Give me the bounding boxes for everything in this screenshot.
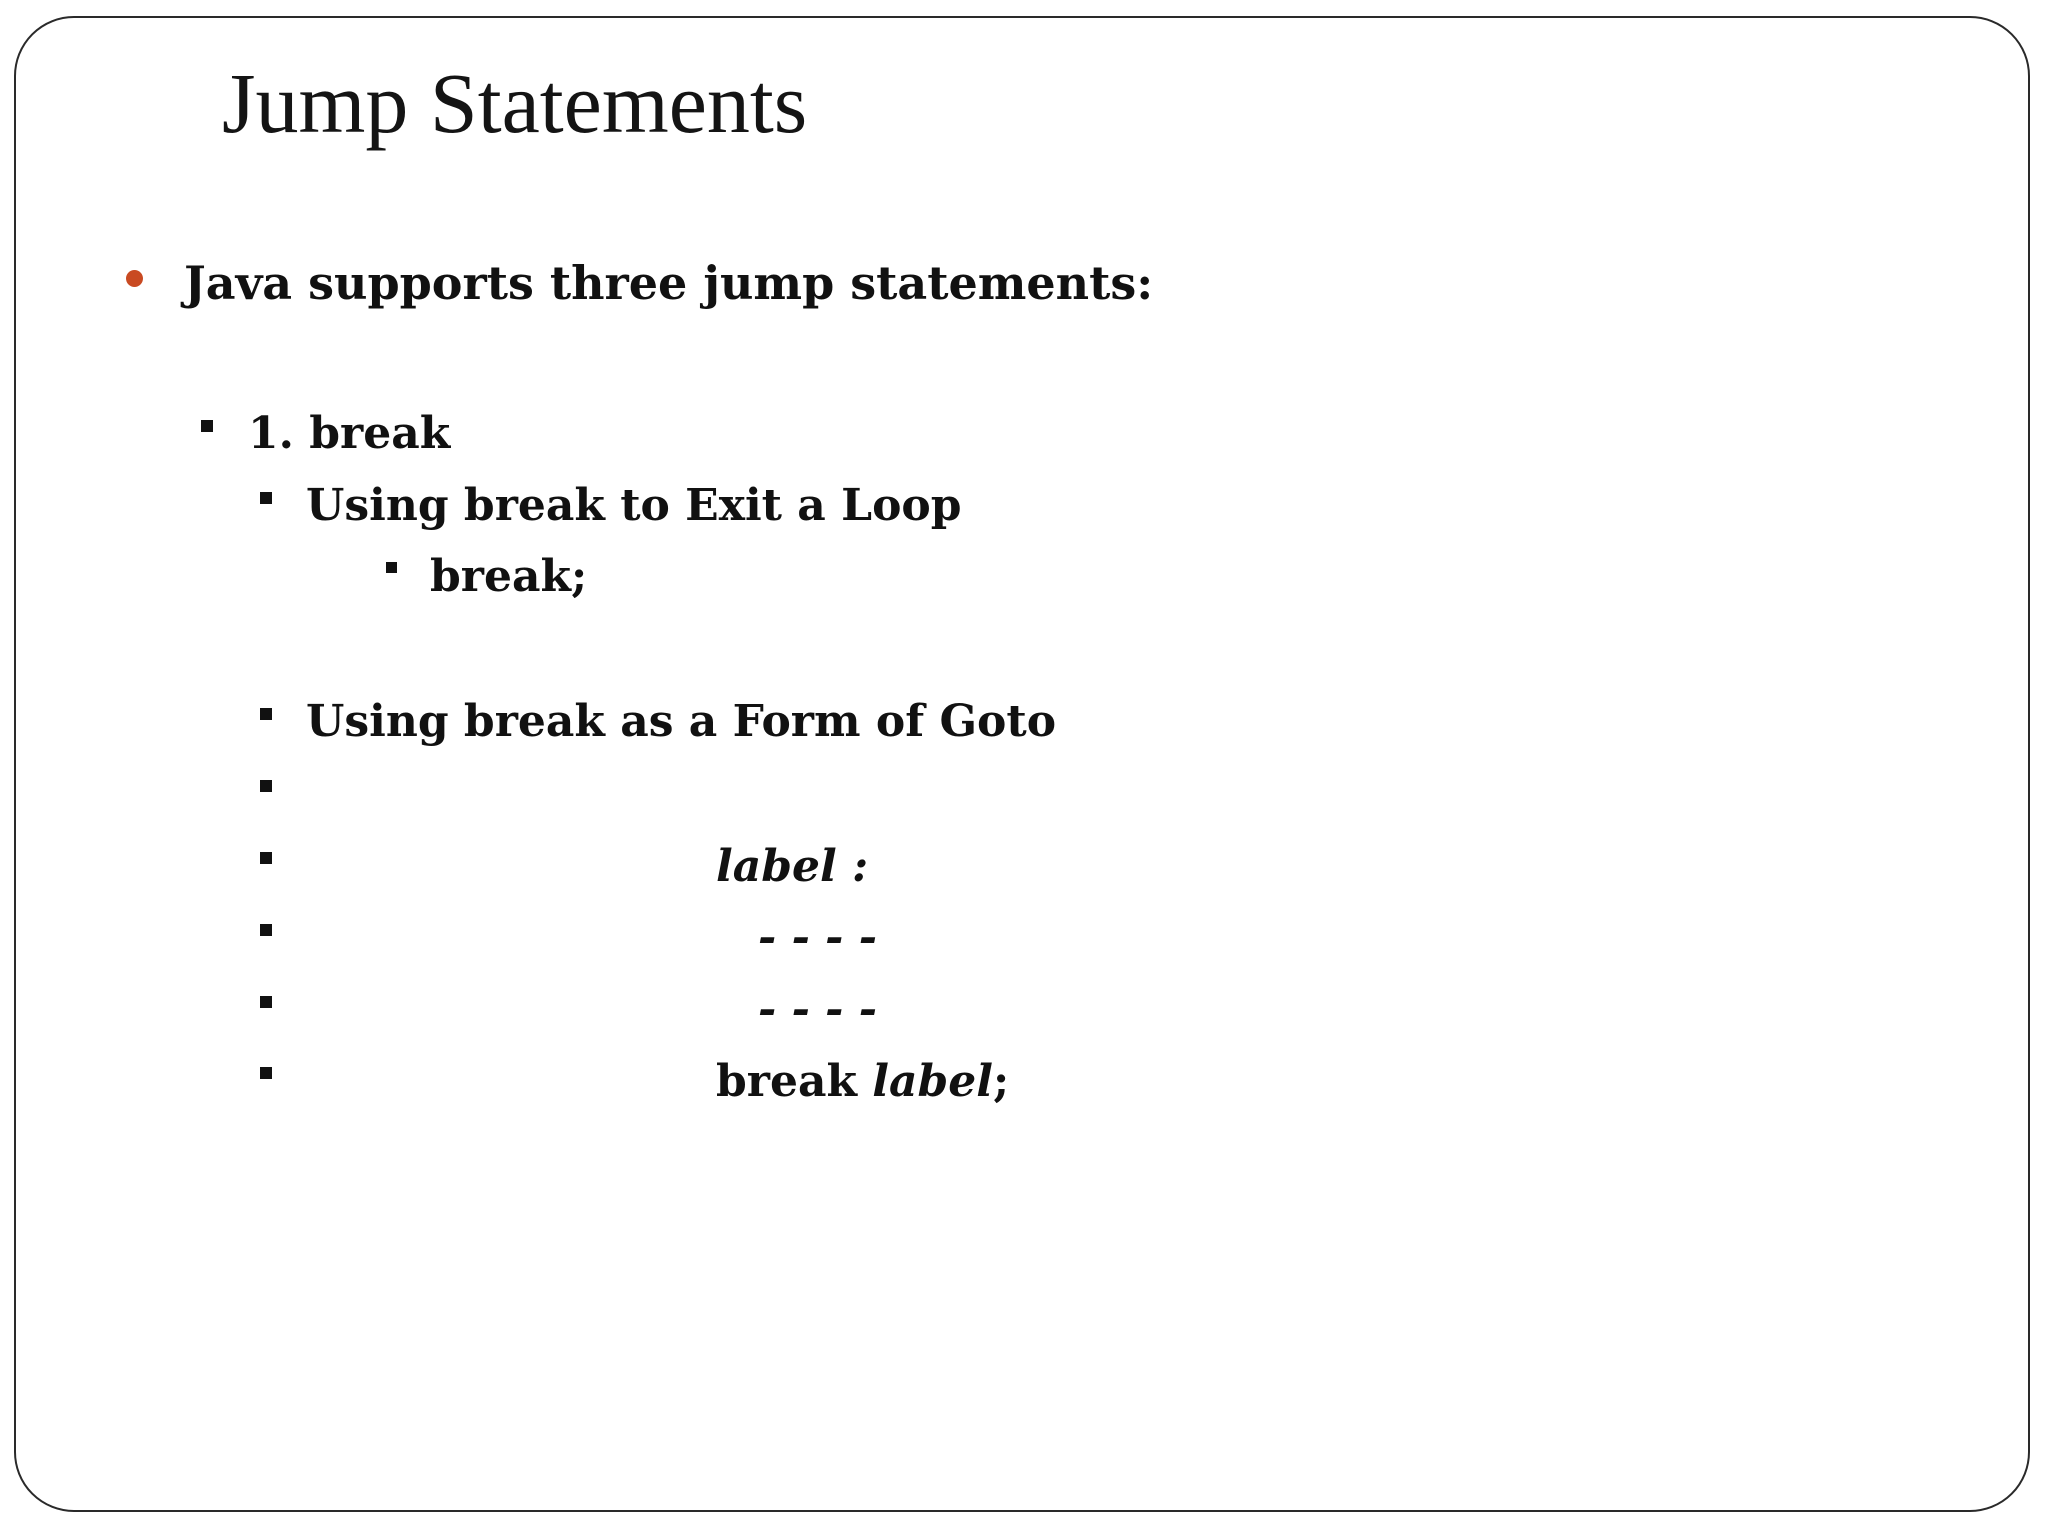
break-label-line: [716, 1056, 1010, 1107]
square-bullet-icon: [260, 708, 272, 720]
break-heading: 1. break: [248, 408, 451, 459]
square-bullet-icon: [260, 924, 272, 936]
exit-loop-text: Using break to Exit a Loop: [306, 480, 962, 531]
square-bullet-icon: [260, 852, 272, 864]
intro-text: Java supports three jump statements:: [184, 256, 1154, 310]
dash-line-2: - - - -: [758, 984, 878, 1035]
square-bullet-icon: [260, 1067, 272, 1079]
label-line: label :: [716, 841, 869, 892]
semicolon: ;: [992, 1056, 1010, 1107]
square-bullet-icon: [260, 780, 272, 792]
square-bullet-icon: [260, 492, 272, 504]
bullet-dot-icon: [126, 270, 143, 287]
square-bullet-icon: [201, 420, 213, 432]
break-statement: break;: [430, 551, 588, 602]
goto-form-text: Using break as a Form of Goto: [306, 696, 1057, 747]
square-bullet-icon: [386, 562, 397, 573]
label-word: label: [872, 1056, 993, 1107]
slide-title: Jump Statements: [222, 55, 808, 151]
slide-frame: [14, 16, 2030, 1512]
break-keyword: break: [716, 1056, 873, 1107]
dash-line-1: - - - -: [758, 912, 878, 963]
square-bullet-icon: [260, 996, 272, 1008]
